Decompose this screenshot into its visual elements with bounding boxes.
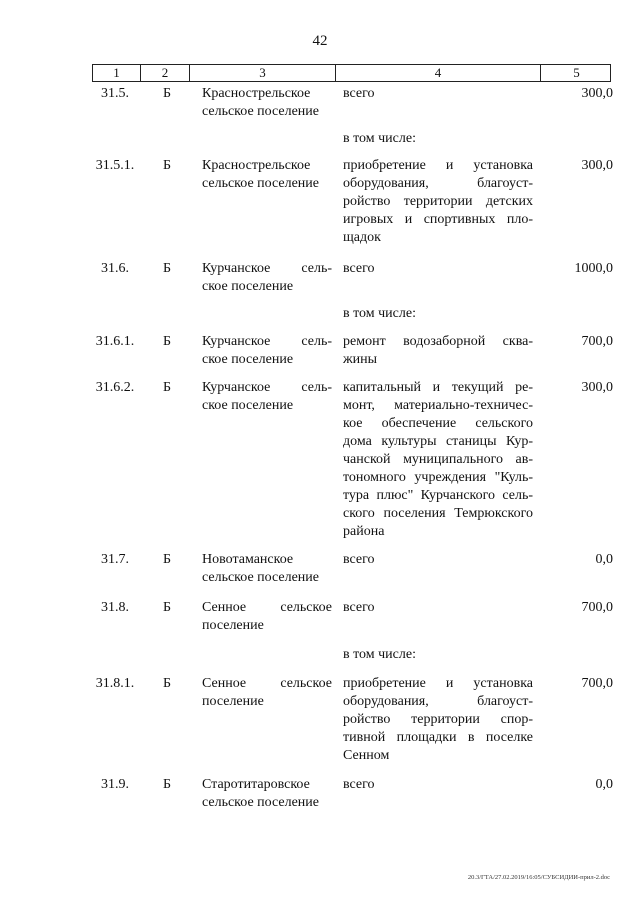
purpose-text [343,157,533,247]
purpose-text-line: тура плюс" Курчанского сель- [343,488,533,503]
purpose-text-line: ройство территории спор- [343,712,533,727]
purpose-text-line: оборудования, благоуст- [343,694,533,709]
purpose-text-line: всего [343,600,375,615]
settlement-name-line: Старотитаровское [202,777,310,792]
header-col-2: 2 [141,65,190,81]
settlement-name-line: Курчанское сель- [202,334,332,349]
purpose-text [343,379,533,541]
file-footer: 20.3/ГТА/27.02.2019/16:05/СУБСИДИИ-прил-2.doc [467,874,610,881]
row-number: 31.9. [101,777,129,792]
purpose-text-line: игровых и спортивных пло- [343,212,533,227]
purpose-text [343,675,533,765]
purpose-text [343,305,533,323]
amount: 300,0 [581,380,613,395]
purpose-text-line: тономного учреждения "Куль- [343,470,533,485]
amount: 700,0 [581,676,613,691]
settlement-name [202,157,332,193]
purpose-text-line: ского поселения Темрюкского [343,506,533,521]
settlement-name [202,85,332,121]
settlement-name [202,333,332,369]
settlement-name [202,675,332,711]
amount: 0,0 [595,777,613,792]
table-header [92,64,611,82]
amount: 300,0 [581,86,613,101]
purpose-text [343,260,533,278]
settlement-name-line: ское поселение [202,352,294,367]
row-number: 31.5.1. [95,158,135,173]
purpose-text-line: тивной площадки в поселке [343,730,533,745]
purpose-text-line: Сенном [343,748,390,763]
budget-code: Б [162,261,172,276]
row-number: 31.7. [101,552,129,567]
row-number: 31.6.2. [95,380,135,395]
budget-code: Б [162,158,172,173]
purpose-text-line: ремонт водозаборной сква- [343,334,533,349]
header-col-5: 5 [573,65,580,80]
purpose-text-line: чанской муниципального ав- [343,452,533,467]
amount: 700,0 [581,334,613,349]
purpose-text [343,551,533,569]
amount: 700,0 [581,600,613,615]
settlement-name-line: Сенное сельское [202,600,332,615]
purpose-text-line: щадок [343,230,381,245]
row-number: 31.6. [101,261,129,276]
budget-code: Б [162,600,172,615]
settlement-name-line: сельское поселение [202,570,319,585]
purpose-text [343,776,533,794]
purpose-text-line: оборудования, благоуст- [343,176,533,191]
purpose-text-line: всего [343,261,375,276]
settlement-name-line: поселение [202,618,264,633]
purpose-text-line: в том числе: [343,647,416,662]
header-col-1: 1 [93,65,141,81]
settlement-name-line: Краснострельское [202,158,311,173]
settlement-name-line: сельское поселение [202,104,319,119]
purpose-text-line: кое обеспечение сельского [343,416,533,431]
purpose-text-line: ройство территории детских [343,194,533,209]
budget-code: Б [162,334,172,349]
amount: 1000,0 [574,261,613,276]
settlement-name-line: Краснострельское [202,86,311,101]
purpose-text-line: приобретение и установка [343,676,533,691]
purpose-text-line: дома культуры станицы Кур- [343,434,533,449]
budget-code: Б [162,380,172,395]
settlement-name-line: Сенное сельское [202,676,332,691]
page-number: 42 [312,33,328,49]
settlement-name [202,551,332,587]
budget-code: Б [162,777,172,792]
purpose-text-line: в том числе: [343,306,416,321]
header-col-4: 4 [336,65,541,81]
settlement-name [202,599,332,635]
header-col-3: 3 [190,65,336,81]
settlement-name-line: Новотаманское [202,552,294,567]
purpose-text-line: всего [343,86,375,101]
settlement-name [202,379,332,415]
settlement-name-line: поселение [202,694,264,709]
row-number: 31.6.1. [95,334,135,349]
budget-code: Б [162,86,172,101]
purpose-text-line: района [343,524,385,539]
amount: 300,0 [581,158,613,173]
purpose-text-line: всего [343,552,375,567]
purpose-text [343,599,533,617]
purpose-text-line: монт, материально-техничес- [343,398,533,413]
settlement-name-line: сельское поселение [202,795,319,810]
settlement-name-line: сельское поселение [202,176,319,191]
row-number: 31.8. [101,600,129,615]
amount: 0,0 [595,552,613,567]
budget-code: Б [162,676,172,691]
settlement-name-line: ское поселение [202,279,294,294]
settlement-name [202,260,332,296]
row-number: 31.5. [101,86,129,101]
purpose-text-line: капитальный и текущий ре- [343,380,533,395]
purpose-text-line: приобретение и установка [343,158,533,173]
settlement-name [202,776,332,812]
purpose-text-line: всего [343,777,375,792]
budget-code: Б [162,552,172,567]
purpose-text-line: жины [343,352,378,367]
settlement-name-line: Курчанское сель- [202,261,332,276]
purpose-text [343,85,533,103]
settlement-name-line: Курчанское сель- [202,380,332,395]
purpose-text [343,130,533,148]
row-number: 31.8.1. [95,676,135,691]
settlement-name-line: ское поселение [202,398,294,413]
purpose-text [343,646,533,664]
purpose-text-line: в том числе: [343,131,416,146]
purpose-text [343,333,533,369]
